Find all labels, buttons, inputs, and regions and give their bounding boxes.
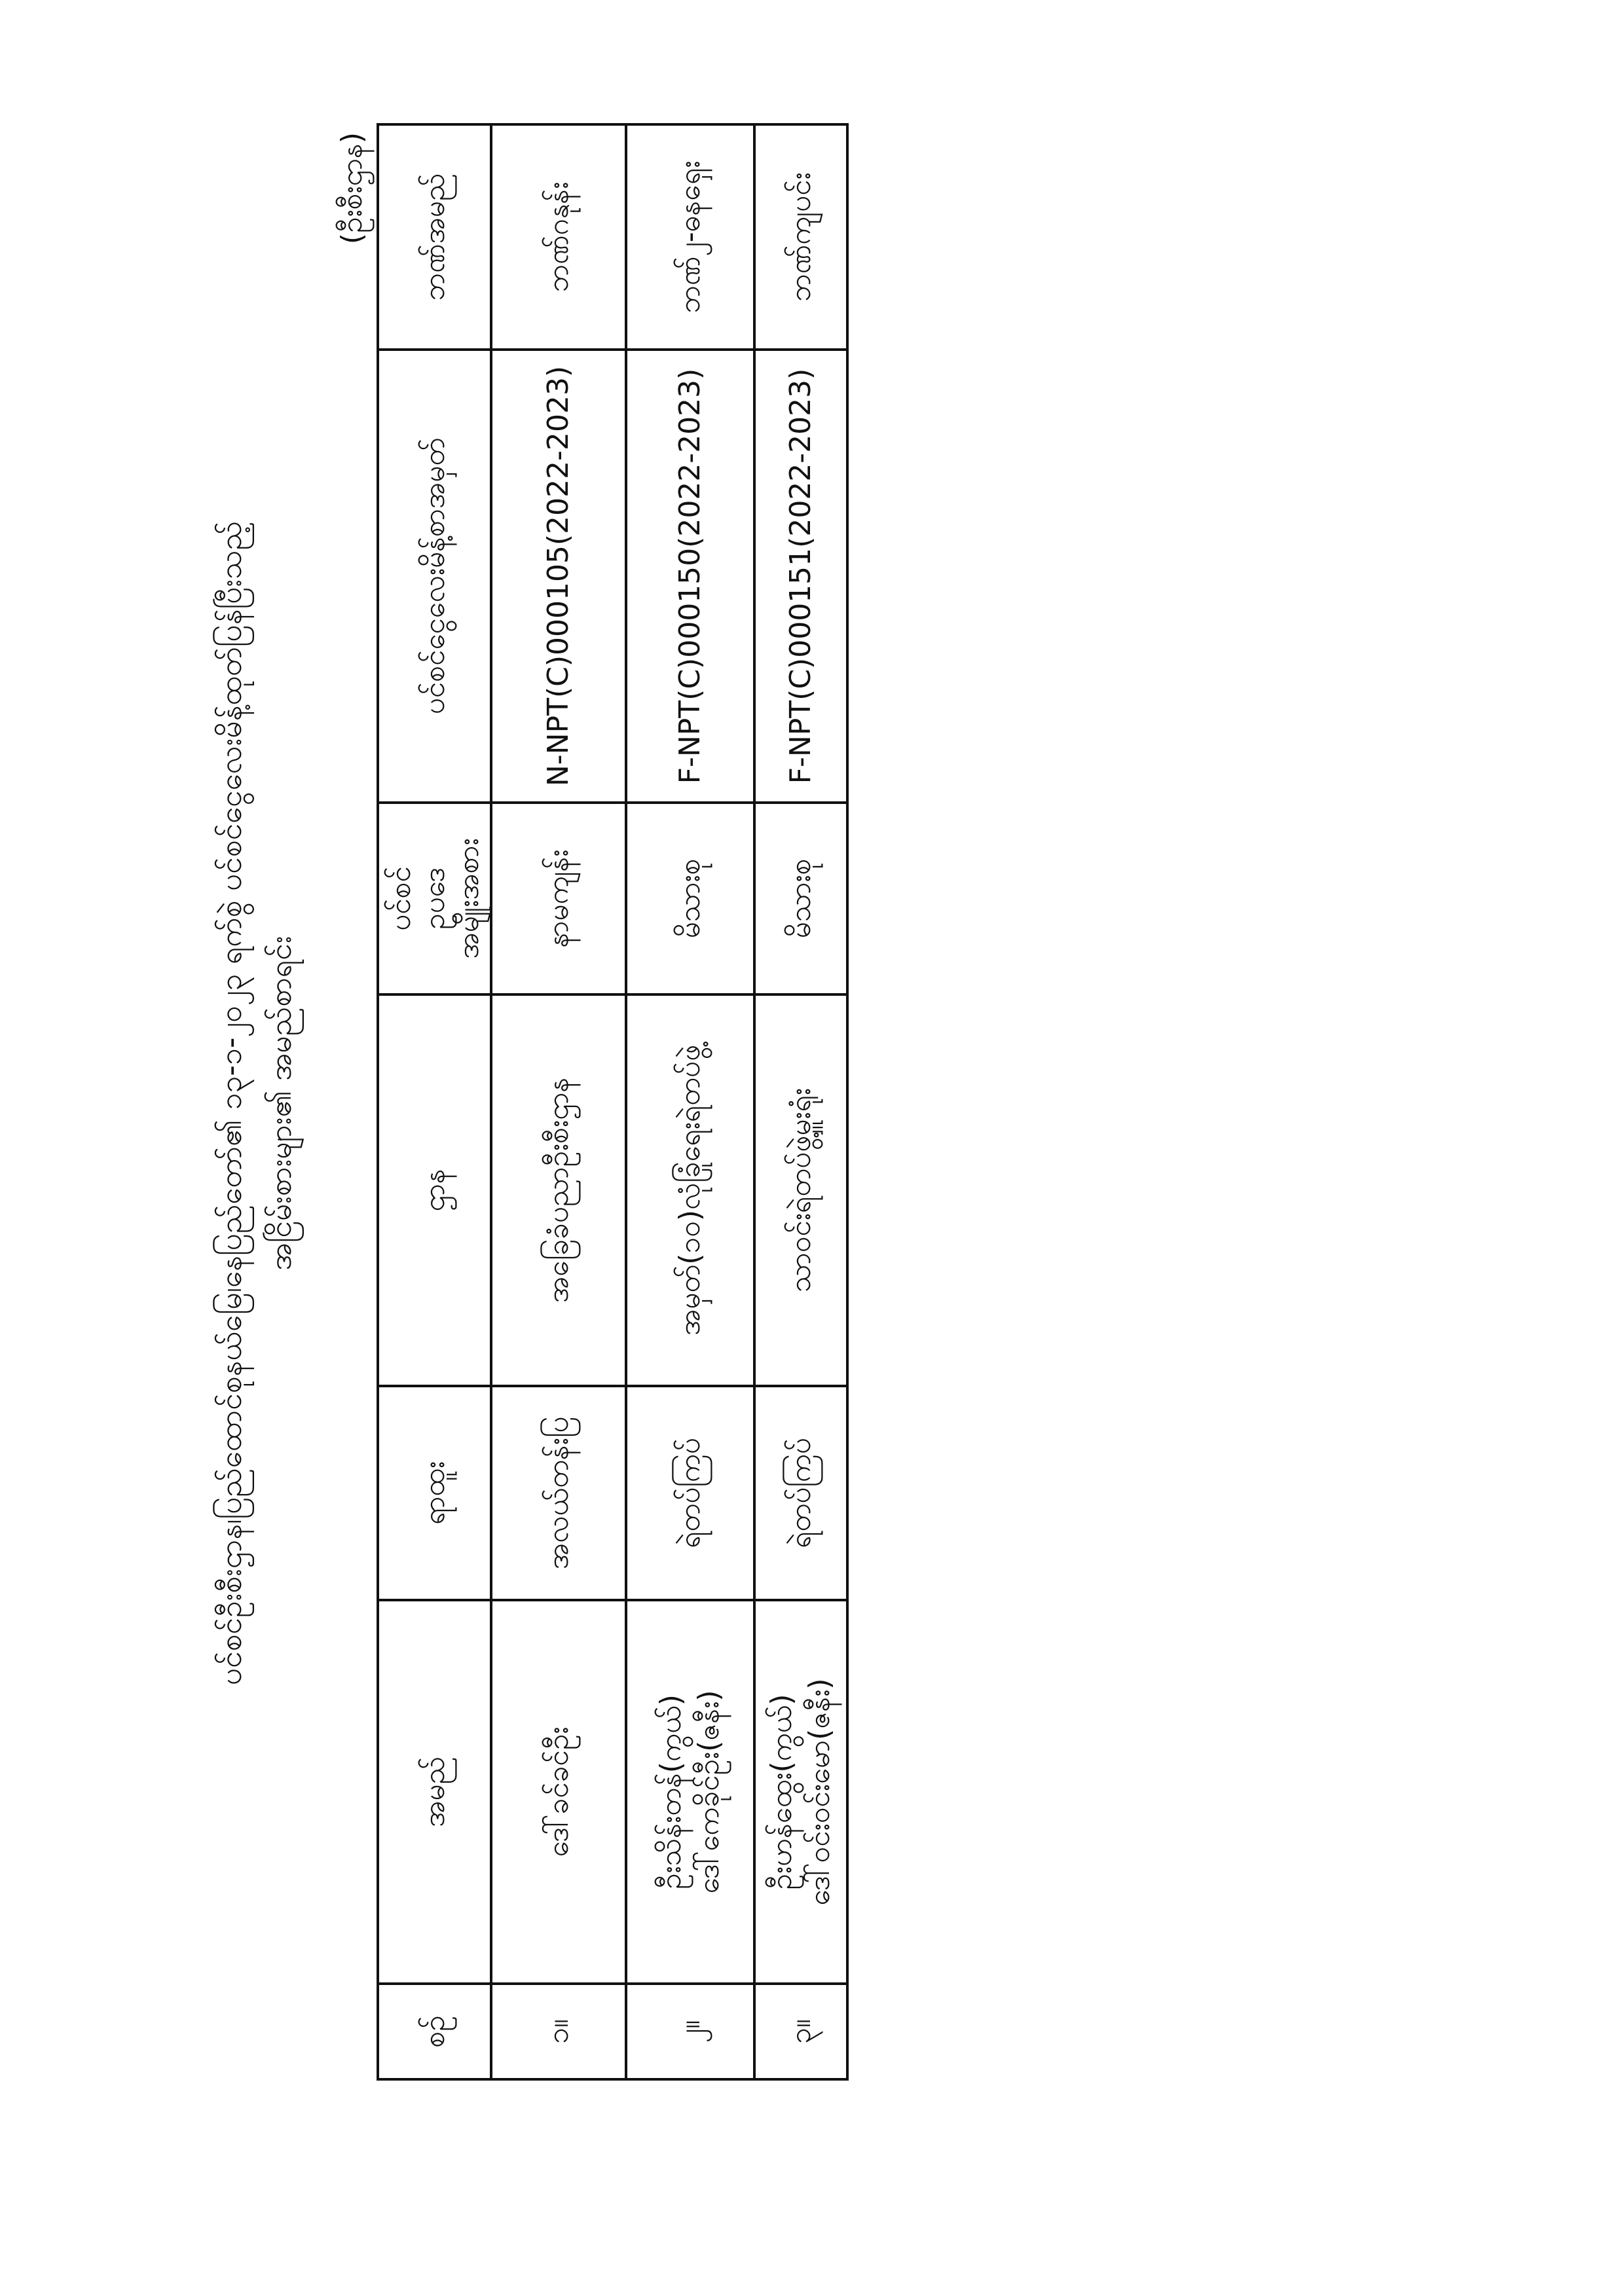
cell-no: ၂။ [626, 1984, 754, 2079]
cell-department: သာဝင်းရဲတပ်ဖွဲ့မှူးရုံး [754, 994, 847, 1386]
table-row [626, 124, 754, 2079]
cell-order-no: F-NPT(C)000151(2022-2023) [754, 350, 847, 803]
cell-name [754, 1600, 847, 1984]
cell-order-no: N-NPT(C)000105(2022-2023) [491, 350, 626, 803]
header-pension-type-line: အမျိုးအစား [451, 838, 485, 959]
document-title: ပင်စင်ဦးစီးဌာန၊ပြည်ထောင်စုနယ်မြေ၊နေပြည်တော်၏ ၁၃-၁-၂၀၂၃ ရက်စွဲ ပင်စင်ငွေလေးမိန့်ထုတ်ပြန်ပြီးသည့် [213, 520, 248, 1686]
name-line: ဒေါ်ကေခိုင်ဦး(ဇနီး) [692, 1690, 726, 1894]
header-position: ရာထူး [378, 1386, 491, 1600]
document-subtitle: အငြိမ်းစားများ၏ အမည်စာရင်း [263, 936, 298, 1271]
name-line: ဒေါ်ဝင်းဝင်းမော(ဇနီး) [803, 1678, 836, 1906]
cell-name [491, 1600, 626, 1984]
header-pension-type [378, 803, 491, 994]
table-header [378, 124, 491, 2079]
cell-no: ၁။ [491, 1984, 626, 2079]
header-pension-type-line: ပင်စင် [383, 866, 417, 931]
header-pension-type-line: ဥပဒေ [417, 867, 451, 930]
department-note: (ဦးစီးဌာန) [335, 132, 369, 245]
header-order-no: ပင်စင်ငွေလေးမိန့်စာအမှတ် [378, 350, 491, 803]
table-body [491, 124, 847, 2079]
table-row [754, 124, 847, 2079]
cell-bank: ဘဏ်၂-ဓနရှေး [626, 124, 754, 350]
pensioner-table [377, 123, 849, 2081]
cell-name [626, 1600, 754, 1984]
header-bank: ဘဏ်အမည် [378, 124, 491, 350]
cell-department: အမှတ်(၁၀)လုံခြုံရေးရဲတပ်ဖွဲ့ [626, 994, 754, 1386]
name-line: ဦးဟန်ထွေး(ကွယ်) [765, 1694, 798, 1890]
cell-department: အခြေခံပညာဦးစီးဌာန [491, 994, 626, 1386]
header-no: စဉ် [378, 1984, 491, 2079]
header-department: ဌာန [378, 994, 491, 1386]
cell-bank: ဘဏ်ဂနုန်း [491, 124, 626, 350]
cell-position: ရဲတပ်ကြပ် [754, 1386, 847, 1600]
table-row [491, 124, 626, 2079]
cell-position: အလယ်တန်းပြ [491, 1386, 626, 1600]
cell-pension-type: မိသားစု [626, 803, 754, 994]
cell-no: ၃။ [754, 1984, 847, 2079]
cell-pension-type: မိသားစု [754, 803, 847, 994]
name-line: ဦးသိန်းတန်(ကွယ်) [654, 1694, 688, 1889]
cell-order-no: F-NPT(C)000150(2022-2023) [626, 350, 754, 803]
name-line: ဒေါ်ခင်ခင်ဦး [542, 1726, 575, 1857]
header-name: အမည် [378, 1600, 491, 1984]
cell-bank: ဘဏ်ကျပင်း [754, 124, 847, 350]
cell-pension-type: နာမကျန်း [491, 803, 626, 994]
header-row [378, 124, 491, 2079]
cell-position: ရဲတပ်ကြပ် [626, 1386, 754, 1600]
